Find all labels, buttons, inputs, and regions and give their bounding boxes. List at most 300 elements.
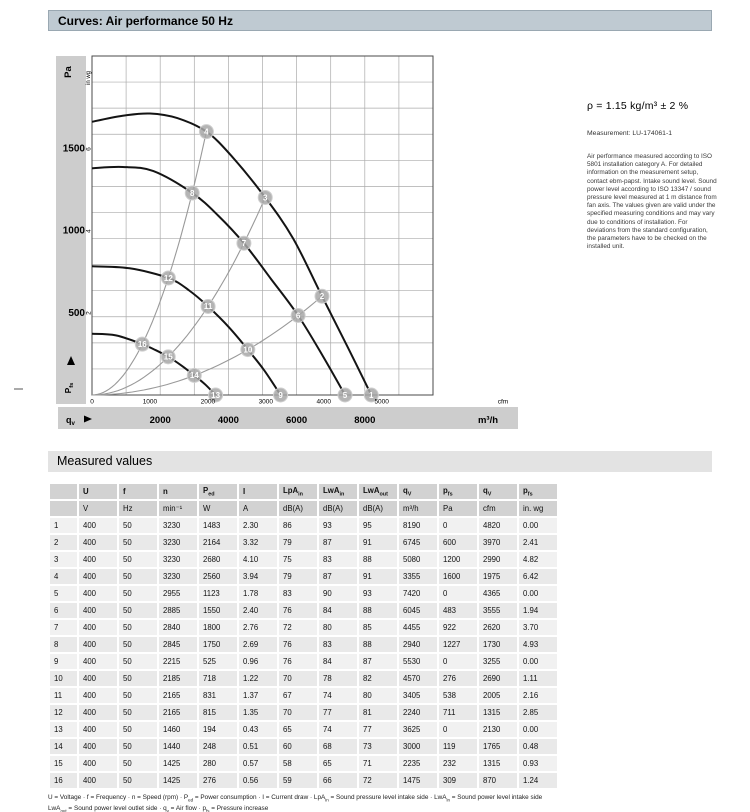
table-cell: 71 bbox=[359, 756, 397, 771]
table-cell: 400 bbox=[79, 756, 117, 771]
table-cell: 1475 bbox=[399, 773, 437, 788]
table-cell: 79 bbox=[279, 569, 317, 584]
table-cell: 13 bbox=[50, 722, 77, 737]
table-cell: 5080 bbox=[399, 552, 437, 567]
y-axis-quantity-label: $P_{fs}$ bbox=[63, 382, 75, 394]
table-cell: 50 bbox=[119, 620, 157, 635]
column-header: LpA$_{in}$ bbox=[279, 484, 317, 499]
y-tick-inwg: 4 bbox=[85, 229, 93, 233]
x-axis-quantity-label: $q_v$ bbox=[66, 415, 75, 427]
table-row bbox=[50, 535, 557, 550]
table-cell: 400 bbox=[79, 535, 117, 550]
x-tick-cfm: 4000 bbox=[316, 398, 331, 406]
y-tick-pa: 1000 bbox=[62, 225, 85, 237]
table-cell: 3230 bbox=[159, 518, 197, 533]
table-cell: 718 bbox=[199, 671, 237, 686]
y-tick-pa: 500 bbox=[68, 307, 85, 319]
table-cell: 70 bbox=[279, 705, 317, 720]
column-unit: in. wg bbox=[519, 501, 557, 516]
table-cell: 0 bbox=[439, 722, 477, 737]
table-cell: 2560 bbox=[199, 569, 237, 584]
table-cell: 76 bbox=[279, 654, 317, 669]
marker-number: 13 bbox=[211, 390, 221, 400]
table-cell: 2990 bbox=[479, 552, 517, 567]
x-tick-cfm: 2000 bbox=[200, 398, 216, 406]
table-cell: 0 bbox=[439, 586, 477, 601]
page-margin-mark bbox=[14, 388, 23, 390]
table-row bbox=[50, 552, 557, 567]
chart-svg bbox=[48, 46, 518, 436]
table-cell: 400 bbox=[79, 552, 117, 567]
table-cell: 50 bbox=[119, 739, 157, 754]
table-cell: 0.93 bbox=[519, 756, 557, 771]
table-row bbox=[50, 637, 557, 652]
table-cell: 1425 bbox=[159, 756, 197, 771]
table-cell: 77 bbox=[319, 705, 357, 720]
table-cell: 50 bbox=[119, 722, 157, 737]
operating-point-8 bbox=[185, 186, 199, 200]
table-row bbox=[50, 671, 557, 686]
table-cell: 0.51 bbox=[239, 739, 277, 754]
table-cell: 2235 bbox=[399, 756, 437, 771]
x-tick-cfm: 5000 bbox=[374, 398, 389, 406]
table-cell: 2845 bbox=[159, 637, 197, 652]
table-cell: 280 bbox=[199, 756, 237, 771]
marker-number: 10 bbox=[243, 345, 253, 355]
table-cell: 0 bbox=[439, 654, 477, 669]
table-cell: 3.32 bbox=[239, 535, 277, 550]
table-cell: 525 bbox=[199, 654, 237, 669]
table-cell: 8 bbox=[50, 637, 77, 652]
page-title: Curves: Air performance 50 Hz bbox=[48, 10, 712, 31]
operating-point-10 bbox=[241, 343, 255, 357]
table-cell: 1.37 bbox=[239, 688, 277, 703]
table-cell: 90 bbox=[319, 586, 357, 601]
x-tick-m3h: 8000 bbox=[354, 415, 376, 426]
table-cell: 600 bbox=[439, 535, 477, 550]
table-cell: 65 bbox=[319, 756, 357, 771]
table-cell: 400 bbox=[79, 671, 117, 686]
marker-number: 12 bbox=[163, 273, 173, 283]
table-cell: 1.78 bbox=[239, 586, 277, 601]
column-unit: V bbox=[79, 501, 117, 516]
column-unit bbox=[50, 501, 77, 516]
table-cell: 1730 bbox=[479, 637, 517, 652]
table-cell: 0.00 bbox=[519, 586, 557, 601]
table-cell: 60 bbox=[279, 739, 317, 754]
table-cell: 1440 bbox=[159, 739, 197, 754]
table-cell: 2130 bbox=[479, 722, 517, 737]
table-cell: 0.57 bbox=[239, 756, 277, 771]
table-cell: 0 bbox=[439, 518, 477, 533]
marker-number: 1 bbox=[369, 390, 374, 400]
column-header: n bbox=[159, 484, 197, 499]
table-cell: 50 bbox=[119, 603, 157, 618]
x-tick-m3h: 4000 bbox=[217, 415, 239, 426]
table-cell: 85 bbox=[359, 620, 397, 635]
table-cell: 400 bbox=[79, 518, 117, 533]
table-cell: 2620 bbox=[479, 620, 517, 635]
air-density-value: ρ = 1.15 kg/m³ ± 2 % bbox=[587, 100, 689, 112]
table-cell: 1.35 bbox=[239, 705, 277, 720]
table-cell: 1.22 bbox=[239, 671, 277, 686]
table-cell: 3.70 bbox=[519, 620, 557, 635]
table-cell: 50 bbox=[119, 688, 157, 703]
table-cell: 73 bbox=[359, 739, 397, 754]
table-cell: 2164 bbox=[199, 535, 237, 550]
column-unit: cfm bbox=[479, 501, 517, 516]
table-cell: 1800 bbox=[199, 620, 237, 635]
table-cell: 2.76 bbox=[239, 620, 277, 635]
table-cell: 1975 bbox=[479, 569, 517, 584]
table-cell: 400 bbox=[79, 569, 117, 584]
table-cell: 6045 bbox=[399, 603, 437, 618]
table-cell: 50 bbox=[119, 756, 157, 771]
table-cell: 2.16 bbox=[519, 688, 557, 703]
table-cell: 2165 bbox=[159, 688, 197, 703]
table-cell: 2.41 bbox=[519, 535, 557, 550]
table-cell: 68 bbox=[319, 739, 357, 754]
table-cell: 11 bbox=[50, 688, 77, 703]
table-cell: 276 bbox=[439, 671, 477, 686]
table-cell: 1600 bbox=[439, 569, 477, 584]
y-tick-pa: 1500 bbox=[62, 143, 85, 155]
table-cell: 58 bbox=[279, 756, 317, 771]
operating-point-15 bbox=[161, 350, 175, 364]
operating-point-3 bbox=[258, 190, 272, 204]
table-cell: 2690 bbox=[479, 671, 517, 686]
table-cell: 400 bbox=[79, 603, 117, 618]
marker-number: 5 bbox=[342, 390, 348, 400]
table-cell: 50 bbox=[119, 586, 157, 601]
column-unit: m³/h bbox=[399, 501, 437, 516]
table-cell: 3255 bbox=[479, 654, 517, 669]
table-cell: 72 bbox=[359, 773, 397, 788]
legend-line-1: U = Voltage · f = Frequency · n = Speed $(rpm) \cdot P_{ed}$ = Power consumption · I = Current draw · LpA$_{in}$ = Sound pressure level intake side · LwA$_{in}$ = Sound power level intake side bbox=[48, 794, 543, 803]
column-header: $P_{ed}$ bbox=[199, 484, 237, 499]
table-cell: 74 bbox=[319, 722, 357, 737]
table-cell: 74 bbox=[319, 688, 357, 703]
table-cell: 4.10 bbox=[239, 552, 277, 567]
marker-number: 15 bbox=[163, 352, 173, 362]
table-cell: 1.24 bbox=[519, 773, 557, 788]
table-cell: 59 bbox=[279, 773, 317, 788]
table-cell: 1200 bbox=[439, 552, 477, 567]
table-cell: 2940 bbox=[399, 637, 437, 652]
table-cell: 9 bbox=[50, 654, 77, 669]
column-header: f bbox=[119, 484, 157, 499]
y-tick-inwg: 2 bbox=[85, 311, 93, 315]
table-cell: 815 bbox=[199, 705, 237, 720]
table-cell: 72 bbox=[279, 620, 317, 635]
column-unit: A bbox=[239, 501, 277, 516]
table-row bbox=[50, 722, 557, 737]
table-cell: 3555 bbox=[479, 603, 517, 618]
table-cell: 309 bbox=[439, 773, 477, 788]
table-cell: 3355 bbox=[399, 569, 437, 584]
symbol-legend bbox=[48, 793, 728, 812]
column-header: $p_{fs}$ bbox=[439, 484, 477, 499]
operating-point-16 bbox=[135, 337, 149, 351]
table-cell: 2.69 bbox=[239, 637, 277, 652]
table-cell: 483 bbox=[439, 603, 477, 618]
table-cell: 4365 bbox=[479, 586, 517, 601]
column-header: $q_V$ bbox=[479, 484, 517, 499]
table-cell: 0.43 bbox=[239, 722, 277, 737]
table-cell: 7420 bbox=[399, 586, 437, 601]
table-cell: 2240 bbox=[399, 705, 437, 720]
column-unit: dB(A) bbox=[319, 501, 357, 516]
table-cell: 3970 bbox=[479, 535, 517, 550]
table-row bbox=[50, 654, 557, 669]
table-cell: 2.30 bbox=[239, 518, 277, 533]
table-cell: 6 bbox=[50, 603, 77, 618]
table-cell: 83 bbox=[319, 552, 357, 567]
x-tick-m3h: 2000 bbox=[149, 415, 171, 426]
table-body bbox=[50, 518, 557, 788]
table-cell: 1483 bbox=[199, 518, 237, 533]
table-cell: 79 bbox=[279, 535, 317, 550]
operating-point-7 bbox=[237, 236, 251, 250]
table-cell: 14 bbox=[50, 739, 77, 754]
table-cell: 831 bbox=[199, 688, 237, 703]
table-cell: 93 bbox=[319, 518, 357, 533]
table-cell: 50 bbox=[119, 518, 157, 533]
table-cell: 87 bbox=[359, 654, 397, 669]
table-cell: 50 bbox=[119, 773, 157, 788]
table-cell: 50 bbox=[119, 552, 157, 567]
table-cell: 50 bbox=[119, 705, 157, 720]
table-row bbox=[50, 620, 557, 635]
table-cell: 6745 bbox=[399, 535, 437, 550]
table-cell: 78 bbox=[319, 671, 357, 686]
table-cell: 86 bbox=[279, 518, 317, 533]
table-row bbox=[50, 586, 557, 601]
x-axis-unit-cfm: cfm bbox=[497, 398, 509, 406]
table-cell: 83 bbox=[319, 637, 357, 652]
table-cell: 922 bbox=[439, 620, 477, 635]
marker-number: 8 bbox=[190, 188, 195, 198]
column-header: LwA$_{in}$ bbox=[319, 484, 357, 499]
operating-point-12 bbox=[161, 271, 175, 285]
table-header bbox=[50, 484, 557, 516]
table-cell: 5530 bbox=[399, 654, 437, 669]
table-cell: 93 bbox=[359, 586, 397, 601]
table-cell: 16 bbox=[50, 773, 77, 788]
table-row bbox=[50, 756, 557, 771]
table-cell: 87 bbox=[319, 569, 357, 584]
table-cell: 2165 bbox=[159, 705, 197, 720]
x-tick-cfm: 0 bbox=[90, 398, 94, 406]
table-cell: 77 bbox=[359, 722, 397, 737]
table-cell: 1315 bbox=[479, 705, 517, 720]
operating-point-14 bbox=[187, 368, 201, 382]
table-cell: 75 bbox=[279, 552, 317, 567]
operating-point-5 bbox=[338, 388, 352, 402]
table-cell: 2680 bbox=[199, 552, 237, 567]
table-cell: 0.00 bbox=[519, 518, 557, 533]
table-cell: 3 bbox=[50, 552, 77, 567]
measurement-note: Air performance measured according to ISO 5801 installation category A. For detailed information on the measurement setup, contact ebm-papst. Intake sound level. Sound power level according to ISO 13347 / sound pressure level measured at 1 m distance from fan axis. The values given are valid under the specified measuring conditions and may vary due to conditions of installation. For deviations from the standard configuration, the parameters have to be checked on the installed unit. bbox=[587, 153, 717, 251]
table-cell: 1750 bbox=[199, 637, 237, 652]
operating-point-6 bbox=[291, 308, 305, 322]
table-cell: 80 bbox=[359, 688, 397, 703]
y-axis-unit-pa: Pa bbox=[63, 66, 74, 78]
column-header: LwA$_{out}$ bbox=[359, 484, 397, 499]
table-cell: 1550 bbox=[199, 603, 237, 618]
y-tick-inwg: 6 bbox=[85, 147, 93, 151]
table-cell: 3230 bbox=[159, 535, 197, 550]
marker-number: 11 bbox=[203, 302, 213, 312]
table-cell: 4570 bbox=[399, 671, 437, 686]
table-cell: 5 bbox=[50, 586, 77, 601]
measured-values-table bbox=[48, 482, 559, 790]
x-axis-unit-m3h: m³/h bbox=[477, 415, 499, 426]
table-cell: 2840 bbox=[159, 620, 197, 635]
table-cell: 2005 bbox=[479, 688, 517, 703]
table-cell: 400 bbox=[79, 722, 117, 737]
table-cell: 1.94 bbox=[519, 603, 557, 618]
table-cell: 3625 bbox=[399, 722, 437, 737]
column-unit: min⁻¹ bbox=[159, 501, 197, 516]
table-cell: 0.56 bbox=[239, 773, 277, 788]
table-cell: 50 bbox=[119, 535, 157, 550]
operating-point-11 bbox=[201, 299, 215, 313]
table-cell: 194 bbox=[199, 722, 237, 737]
table-cell: 83 bbox=[279, 586, 317, 601]
table-cell: 711 bbox=[439, 705, 477, 720]
table-cell: 2 bbox=[50, 535, 77, 550]
table-cell: 84 bbox=[319, 603, 357, 618]
x-tick-cfm: 3000 bbox=[258, 398, 274, 406]
table-cell: 76 bbox=[279, 637, 317, 652]
marker-number: 3 bbox=[263, 193, 268, 203]
table-cell: 88 bbox=[359, 637, 397, 652]
table-cell: 7 bbox=[50, 620, 77, 635]
marker-number: 6 bbox=[295, 311, 301, 321]
column-unit: dB(A) bbox=[279, 501, 317, 516]
marker-number: 7 bbox=[241, 239, 247, 249]
table-cell: 66 bbox=[319, 773, 357, 788]
table-row bbox=[50, 739, 557, 754]
table-cell: 84 bbox=[319, 654, 357, 669]
column-unit: W bbox=[199, 501, 237, 516]
table-cell: 1460 bbox=[159, 722, 197, 737]
table-cell: 232 bbox=[439, 756, 477, 771]
table-cell: 67 bbox=[279, 688, 317, 703]
table-cell: 3000 bbox=[399, 739, 437, 754]
column-header bbox=[50, 484, 77, 499]
marker-number: 16 bbox=[137, 339, 147, 349]
table-cell: 1.11 bbox=[519, 671, 557, 686]
x-tick-m3h: 6000 bbox=[286, 415, 308, 426]
table-cell: 4 bbox=[50, 569, 77, 584]
measured-values-title: Measured values bbox=[48, 451, 712, 472]
table-cell: 1227 bbox=[439, 637, 477, 652]
table-cell: 400 bbox=[79, 620, 117, 635]
air-performance-chart bbox=[48, 46, 518, 436]
table-cell: 400 bbox=[79, 739, 117, 754]
table-cell: 538 bbox=[439, 688, 477, 703]
table-cell: 400 bbox=[79, 654, 117, 669]
operating-point-2 bbox=[315, 289, 329, 303]
table-cell: 400 bbox=[79, 637, 117, 652]
table-cell: 3230 bbox=[159, 569, 197, 584]
column-header: $p_{fs}$ bbox=[519, 484, 557, 499]
table-cell: 91 bbox=[359, 535, 397, 550]
table-cell: 2185 bbox=[159, 671, 197, 686]
column-header: I bbox=[239, 484, 277, 499]
table-cell: 12 bbox=[50, 705, 77, 720]
table-cell: 1123 bbox=[199, 586, 237, 601]
operating-point-4 bbox=[199, 125, 213, 139]
table-row bbox=[50, 705, 557, 720]
table-cell: 870 bbox=[479, 773, 517, 788]
table-cell: 400 bbox=[79, 688, 117, 703]
column-unit: Hz bbox=[119, 501, 157, 516]
table-cell: 2955 bbox=[159, 586, 197, 601]
table-cell: 65 bbox=[279, 722, 317, 737]
table-cell: 80 bbox=[319, 620, 357, 635]
table-cell: 276 bbox=[199, 773, 237, 788]
table-cell: 0.96 bbox=[239, 654, 277, 669]
table-cell: 0.48 bbox=[519, 739, 557, 754]
column-unit: Pa bbox=[439, 501, 477, 516]
table-cell: 6.42 bbox=[519, 569, 557, 584]
legend-line-2: LwA$_{out}$ = Sound power level outlet side · $q_v$ = Air flow · $p_{fs}$ = Pressure increase bbox=[48, 805, 269, 812]
table-cell: 248 bbox=[199, 739, 237, 754]
table-cell: 4455 bbox=[399, 620, 437, 635]
table-cell: 2.40 bbox=[239, 603, 277, 618]
table-cell: 4.82 bbox=[519, 552, 557, 567]
column-header: U bbox=[79, 484, 117, 499]
table-cell: 400 bbox=[79, 586, 117, 601]
table-cell: 15 bbox=[50, 756, 77, 771]
table-cell: 4820 bbox=[479, 518, 517, 533]
table-cell: 10 bbox=[50, 671, 77, 686]
table-cell: 50 bbox=[119, 654, 157, 669]
table-row bbox=[50, 688, 557, 703]
table-cell: 91 bbox=[359, 569, 397, 584]
table-row bbox=[50, 773, 557, 788]
y-axis-unit-inwg: in wg bbox=[86, 70, 92, 86]
table-cell: 88 bbox=[359, 552, 397, 567]
column-header: $q_V$ bbox=[399, 484, 437, 499]
table-cell: 400 bbox=[79, 705, 117, 720]
table-cell: 4.93 bbox=[519, 637, 557, 652]
table-cell: 0.00 bbox=[519, 722, 557, 737]
table-cell: 3.94 bbox=[239, 569, 277, 584]
table-cell: 119 bbox=[439, 739, 477, 754]
table-cell: 76 bbox=[279, 603, 317, 618]
table-cell: 87 bbox=[319, 535, 357, 550]
measurement-id: Measurement: LU-174061-1 bbox=[587, 130, 673, 137]
table-cell: 3230 bbox=[159, 552, 197, 567]
table-cell: 1425 bbox=[159, 773, 197, 788]
table-cell: 8190 bbox=[399, 518, 437, 533]
marker-number: 4 bbox=[204, 127, 209, 137]
table-cell: 1 bbox=[50, 518, 77, 533]
table-cell: 50 bbox=[119, 637, 157, 652]
marker-number: 14 bbox=[189, 371, 199, 381]
operating-point-9 bbox=[274, 388, 288, 402]
table-cell: 70 bbox=[279, 671, 317, 686]
table-cell: 2215 bbox=[159, 654, 197, 669]
table-cell: 2885 bbox=[159, 603, 197, 618]
marker-number: 9 bbox=[278, 390, 283, 400]
x-tick-cfm: 1000 bbox=[142, 398, 158, 406]
table-cell: 88 bbox=[359, 603, 397, 618]
